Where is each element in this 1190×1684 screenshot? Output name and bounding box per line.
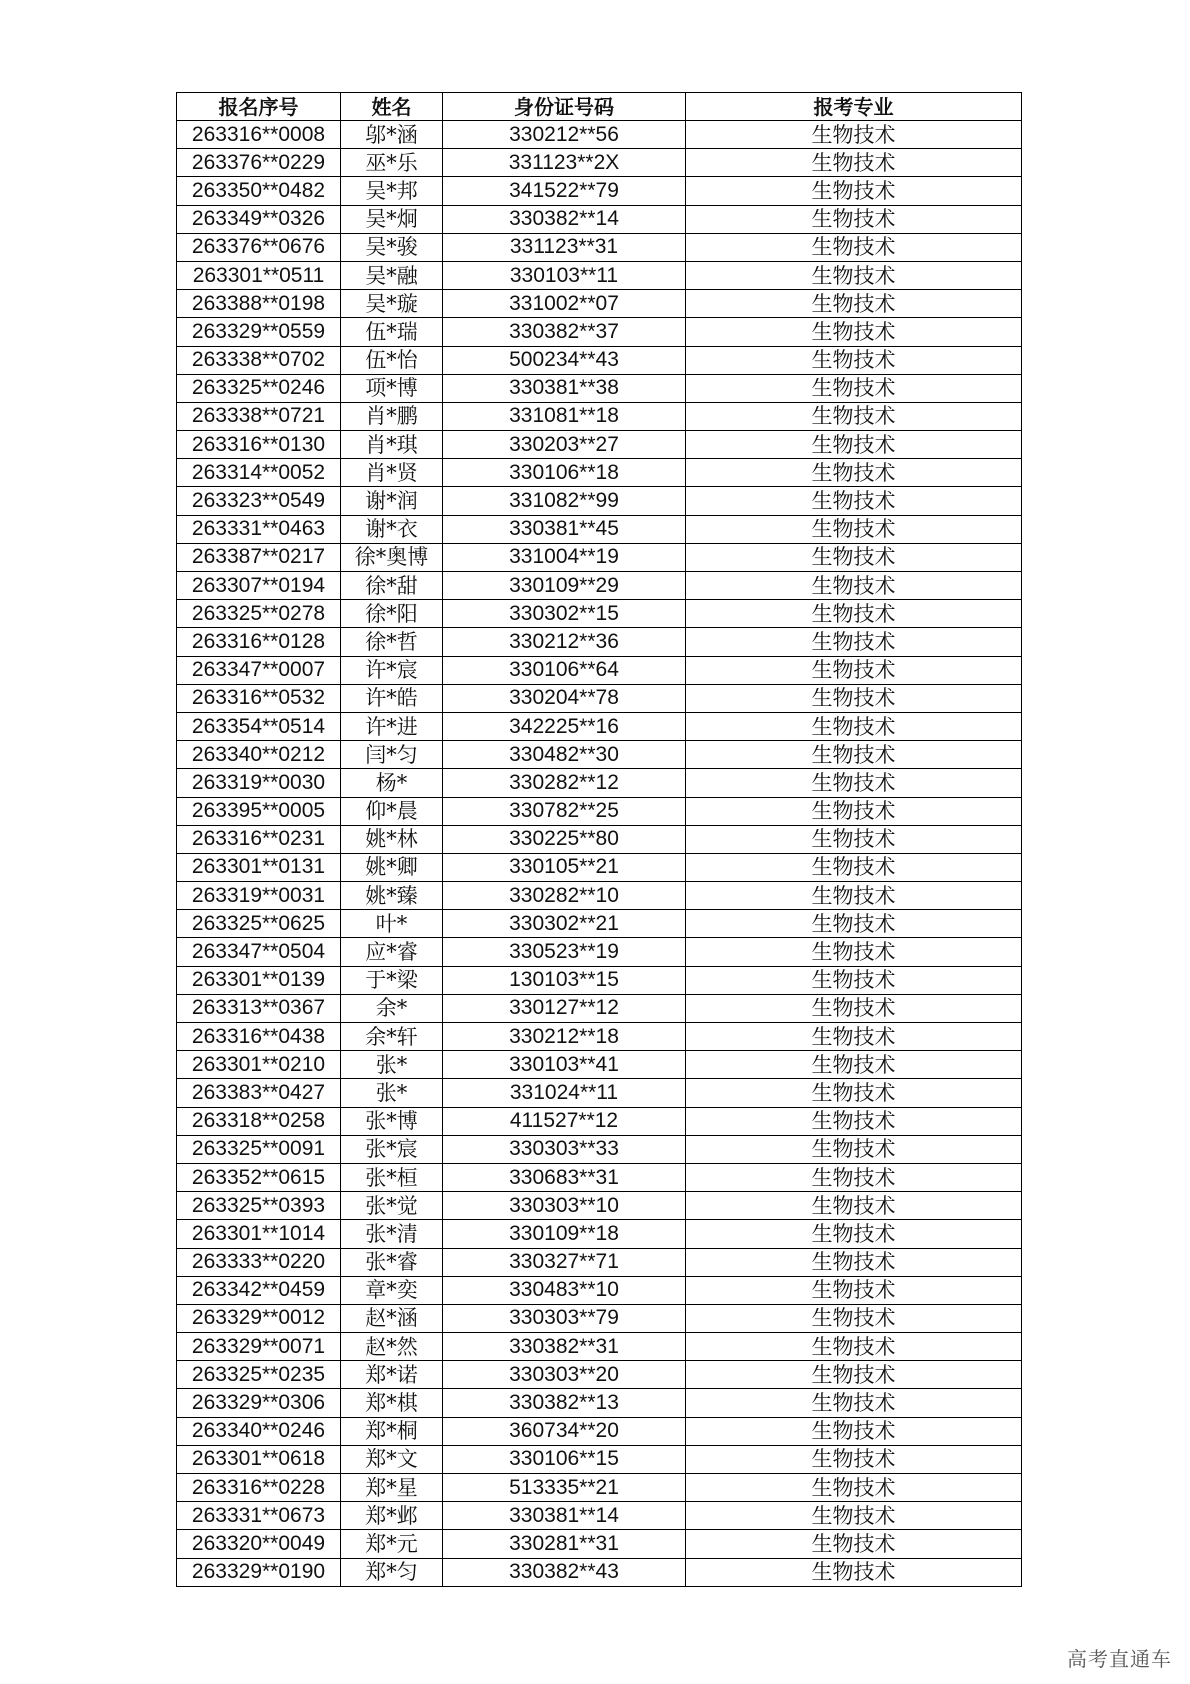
registration-number-cell: 263316**0130 xyxy=(177,431,341,459)
name-cell: 许*皓 xyxy=(341,684,443,712)
id-number-cell: 330303**10 xyxy=(443,1192,686,1220)
registration-number-cell: 263325**0278 xyxy=(177,600,341,628)
table-row xyxy=(177,1445,1022,1473)
id-number-cell: 330327**71 xyxy=(443,1248,686,1276)
table-row xyxy=(177,910,1022,938)
table-row xyxy=(177,205,1022,233)
major-cell: 生物技术 xyxy=(686,1417,1022,1445)
header-name: 姓名 xyxy=(341,93,443,121)
name-cell: 姚*臻 xyxy=(341,882,443,910)
registration-number-cell: 263331**0673 xyxy=(177,1502,341,1530)
major-cell: 生物技术 xyxy=(686,515,1022,543)
header-major: 报考专业 xyxy=(686,93,1022,121)
registration-number-cell: 263340**0212 xyxy=(177,741,341,769)
name-cell: 仰*晨 xyxy=(341,797,443,825)
name-cell: 郑*邺 xyxy=(341,1502,443,1530)
registration-number-cell: 263318**0258 xyxy=(177,1107,341,1135)
registration-number-cell: 263325**0625 xyxy=(177,910,341,938)
id-number-cell: 330302**15 xyxy=(443,600,686,628)
registration-number-cell: 263329**0071 xyxy=(177,1333,341,1361)
name-cell: 张*觉 xyxy=(341,1192,443,1220)
id-number-cell: 330106**18 xyxy=(443,459,686,487)
major-cell: 生物技术 xyxy=(686,966,1022,994)
id-number-cell: 500234**43 xyxy=(443,346,686,374)
table-row xyxy=(177,1248,1022,1276)
registration-number-cell: 263376**0676 xyxy=(177,233,341,261)
major-cell: 生物技术 xyxy=(686,149,1022,177)
id-number-cell: 331004**19 xyxy=(443,543,686,571)
name-cell: 谢*润 xyxy=(341,487,443,515)
major-cell: 生物技术 xyxy=(686,459,1022,487)
id-number-cell: 330203**27 xyxy=(443,431,686,459)
table-row xyxy=(177,572,1022,600)
table-row xyxy=(177,515,1022,543)
table-row xyxy=(177,261,1022,289)
registration-number-cell: 263347**0504 xyxy=(177,938,341,966)
table-row xyxy=(177,121,1022,149)
registration-number-cell: 263395**0005 xyxy=(177,797,341,825)
name-cell: 郑*星 xyxy=(341,1474,443,1502)
registration-number-cell: 263301**0618 xyxy=(177,1445,341,1473)
table-row xyxy=(177,1502,1022,1530)
name-cell: 肖*鹏 xyxy=(341,402,443,430)
major-cell: 生物技术 xyxy=(686,712,1022,740)
major-cell: 生物技术 xyxy=(686,1502,1022,1530)
id-number-cell: 330303**33 xyxy=(443,1135,686,1163)
name-cell: 余* xyxy=(341,994,443,1022)
name-cell: 闫*匀 xyxy=(341,741,443,769)
name-cell: 叶* xyxy=(341,910,443,938)
table-row xyxy=(177,1276,1022,1304)
table-row xyxy=(177,1220,1022,1248)
name-cell: 应*睿 xyxy=(341,938,443,966)
id-number-cell: 330303**79 xyxy=(443,1304,686,1332)
major-cell: 生物技术 xyxy=(686,572,1022,600)
name-cell: 肖*琪 xyxy=(341,431,443,459)
major-cell: 生物技术 xyxy=(686,1079,1022,1107)
id-number-cell: 360734**20 xyxy=(443,1417,686,1445)
name-cell: 吴*融 xyxy=(341,261,443,289)
id-number-cell: 330109**29 xyxy=(443,572,686,600)
id-number-cell: 330212**36 xyxy=(443,628,686,656)
name-cell: 杨* xyxy=(341,769,443,797)
id-number-cell: 330382**31 xyxy=(443,1333,686,1361)
id-number-cell: 330382**37 xyxy=(443,318,686,346)
major-cell: 生物技术 xyxy=(686,994,1022,1022)
id-number-cell: 330482**30 xyxy=(443,741,686,769)
registration-number-cell: 263316**0532 xyxy=(177,684,341,712)
registration-number-cell: 263352**0615 xyxy=(177,1163,341,1191)
id-number-cell: 330782**25 xyxy=(443,797,686,825)
table-row xyxy=(177,318,1022,346)
major-cell: 生物技术 xyxy=(686,1333,1022,1361)
name-cell: 吴*炯 xyxy=(341,205,443,233)
major-cell: 生物技术 xyxy=(686,1220,1022,1248)
major-cell: 生物技术 xyxy=(686,1248,1022,1276)
registration-number-cell: 263316**0438 xyxy=(177,1023,341,1051)
major-cell: 生物技术 xyxy=(686,1474,1022,1502)
major-cell: 生物技术 xyxy=(686,741,1022,769)
table-row xyxy=(177,1304,1022,1332)
table-row xyxy=(177,769,1022,797)
name-cell: 徐*阳 xyxy=(341,600,443,628)
table-row xyxy=(177,459,1022,487)
name-cell: 徐*哲 xyxy=(341,628,443,656)
registration-number-cell: 263331**0463 xyxy=(177,515,341,543)
table-row xyxy=(177,1079,1022,1107)
table-row xyxy=(177,543,1022,571)
id-number-cell: 330523**19 xyxy=(443,938,686,966)
major-cell: 生物技术 xyxy=(686,656,1022,684)
id-number-cell: 330302**21 xyxy=(443,910,686,938)
name-cell: 张*宸 xyxy=(341,1135,443,1163)
id-number-cell: 331123**2X xyxy=(443,149,686,177)
major-cell: 生物技术 xyxy=(686,318,1022,346)
table-row xyxy=(177,402,1022,430)
name-cell: 邬*涵 xyxy=(341,121,443,149)
table-row xyxy=(177,346,1022,374)
major-cell: 生物技术 xyxy=(686,121,1022,149)
id-number-cell: 330103**11 xyxy=(443,261,686,289)
registration-number-cell: 263316**0128 xyxy=(177,628,341,656)
registration-number-cell: 263338**0702 xyxy=(177,346,341,374)
major-cell: 生物技术 xyxy=(686,825,1022,853)
major-cell: 生物技术 xyxy=(686,628,1022,656)
registration-number-cell: 263319**0031 xyxy=(177,882,341,910)
id-number-cell: 330281**31 xyxy=(443,1530,686,1558)
name-cell: 巫*乐 xyxy=(341,149,443,177)
id-number-cell: 330225**80 xyxy=(443,825,686,853)
table-row xyxy=(177,600,1022,628)
id-number-cell: 330683**31 xyxy=(443,1163,686,1191)
major-cell: 生物技术 xyxy=(686,261,1022,289)
major-cell: 生物技术 xyxy=(686,910,1022,938)
registration-number-cell: 263388**0198 xyxy=(177,290,341,318)
registration-number-cell: 263329**0306 xyxy=(177,1389,341,1417)
header-registration-number: 报名序号 xyxy=(177,93,341,121)
registration-number-cell: 263383**0427 xyxy=(177,1079,341,1107)
registration-number-cell: 263349**0326 xyxy=(177,205,341,233)
major-cell: 生物技术 xyxy=(686,1163,1022,1191)
table-body xyxy=(177,121,1022,1587)
registration-number-cell: 263325**0246 xyxy=(177,374,341,402)
major-cell: 生物技术 xyxy=(686,205,1022,233)
table-row xyxy=(177,149,1022,177)
registration-number-cell: 263329**0012 xyxy=(177,1304,341,1332)
table-row xyxy=(177,712,1022,740)
admission-roster-table xyxy=(176,92,1022,1587)
registration-number-cell: 263329**0559 xyxy=(177,318,341,346)
table-row xyxy=(177,797,1022,825)
registration-number-cell: 263387**0217 xyxy=(177,543,341,571)
id-number-cell: 130103**15 xyxy=(443,966,686,994)
major-cell: 生物技术 xyxy=(686,290,1022,318)
table-row xyxy=(177,741,1022,769)
major-cell: 生物技术 xyxy=(686,1051,1022,1079)
registration-number-cell: 263354**0514 xyxy=(177,712,341,740)
table-row xyxy=(177,1361,1022,1389)
table-row xyxy=(177,1474,1022,1502)
major-cell: 生物技术 xyxy=(686,346,1022,374)
name-cell: 许*进 xyxy=(341,712,443,740)
id-number-cell: 330109**18 xyxy=(443,1220,686,1248)
major-cell: 生物技术 xyxy=(686,233,1022,261)
table-row xyxy=(177,431,1022,459)
table-row xyxy=(177,1417,1022,1445)
table-row xyxy=(177,1163,1022,1191)
watermark-text: 高考直通车 xyxy=(1067,1647,1172,1671)
table-header-row xyxy=(177,93,1022,121)
table-row xyxy=(177,656,1022,684)
major-cell: 生物技术 xyxy=(686,1361,1022,1389)
name-cell: 郑*诺 xyxy=(341,1361,443,1389)
name-cell: 姚*林 xyxy=(341,825,443,853)
registration-number-cell: 263325**0091 xyxy=(177,1135,341,1163)
id-number-cell: 341522**79 xyxy=(443,177,686,205)
registration-number-cell: 263350**0482 xyxy=(177,177,341,205)
name-cell: 郑*元 xyxy=(341,1530,443,1558)
major-cell: 生物技术 xyxy=(686,1530,1022,1558)
id-number-cell: 331002**07 xyxy=(443,290,686,318)
major-cell: 生物技术 xyxy=(686,1276,1022,1304)
name-cell: 肖*贤 xyxy=(341,459,443,487)
name-cell: 赵*涵 xyxy=(341,1304,443,1332)
major-cell: 生物技术 xyxy=(686,769,1022,797)
id-number-cell: 330106**64 xyxy=(443,656,686,684)
id-number-cell: 330381**45 xyxy=(443,515,686,543)
major-cell: 生物技术 xyxy=(686,684,1022,712)
id-number-cell: 330382**14 xyxy=(443,205,686,233)
id-number-cell: 330382**13 xyxy=(443,1389,686,1417)
id-number-cell: 330303**20 xyxy=(443,1361,686,1389)
id-number-cell: 330483**10 xyxy=(443,1276,686,1304)
major-cell: 生物技术 xyxy=(686,177,1022,205)
table-row xyxy=(177,1389,1022,1417)
registration-number-cell: 263307**0194 xyxy=(177,572,341,600)
registration-number-cell: 263316**0008 xyxy=(177,121,341,149)
table-row xyxy=(177,1023,1022,1051)
table-row xyxy=(177,684,1022,712)
registration-number-cell: 263314**0052 xyxy=(177,459,341,487)
id-number-cell: 330282**12 xyxy=(443,769,686,797)
name-cell: 张*睿 xyxy=(341,1248,443,1276)
id-number-cell: 330103**41 xyxy=(443,1051,686,1079)
name-cell: 伍*瑞 xyxy=(341,318,443,346)
name-cell: 吴*骏 xyxy=(341,233,443,261)
major-cell: 生物技术 xyxy=(686,431,1022,459)
name-cell: 郑*桐 xyxy=(341,1417,443,1445)
major-cell: 生物技术 xyxy=(686,1389,1022,1417)
name-cell: 郑*匀 xyxy=(341,1558,443,1586)
name-cell: 张*博 xyxy=(341,1107,443,1135)
registration-number-cell: 263301**0511 xyxy=(177,261,341,289)
id-number-cell: 330127**12 xyxy=(443,994,686,1022)
major-cell: 生物技术 xyxy=(686,1135,1022,1163)
name-cell: 郑*文 xyxy=(341,1445,443,1473)
major-cell: 生物技术 xyxy=(686,1192,1022,1220)
id-number-cell: 331024**11 xyxy=(443,1079,686,1107)
name-cell: 张*桓 xyxy=(341,1163,443,1191)
table-row xyxy=(177,374,1022,402)
name-cell: 张* xyxy=(341,1079,443,1107)
major-cell: 生物技术 xyxy=(686,374,1022,402)
major-cell: 生物技术 xyxy=(686,1107,1022,1135)
major-cell: 生物技术 xyxy=(686,1304,1022,1332)
name-cell: 徐*甜 xyxy=(341,572,443,600)
major-cell: 生物技术 xyxy=(686,1558,1022,1586)
table-row xyxy=(177,1107,1022,1135)
name-cell: 章*奕 xyxy=(341,1276,443,1304)
table-row xyxy=(177,233,1022,261)
registration-number-cell: 263338**0721 xyxy=(177,402,341,430)
registration-number-cell: 263325**0235 xyxy=(177,1361,341,1389)
id-number-cell: 330105**21 xyxy=(443,853,686,881)
major-cell: 生物技术 xyxy=(686,1445,1022,1473)
name-cell: 伍*怡 xyxy=(341,346,443,374)
name-cell: 张* xyxy=(341,1051,443,1079)
name-cell: 徐*奥博 xyxy=(341,543,443,571)
major-cell: 生物技术 xyxy=(686,487,1022,515)
major-cell: 生物技术 xyxy=(686,402,1022,430)
name-cell: 吴*璇 xyxy=(341,290,443,318)
major-cell: 生物技术 xyxy=(686,1023,1022,1051)
table-row xyxy=(177,1135,1022,1163)
major-cell: 生物技术 xyxy=(686,543,1022,571)
id-number-cell: 330381**38 xyxy=(443,374,686,402)
id-number-cell: 330212**18 xyxy=(443,1023,686,1051)
id-number-cell: 331081**18 xyxy=(443,402,686,430)
table-row xyxy=(177,1192,1022,1220)
table-row xyxy=(177,825,1022,853)
registration-number-cell: 263301**0131 xyxy=(177,853,341,881)
registration-number-cell: 263313**0367 xyxy=(177,994,341,1022)
id-number-cell: 330381**14 xyxy=(443,1502,686,1530)
registration-number-cell: 263301**1014 xyxy=(177,1220,341,1248)
registration-number-cell: 263323**0549 xyxy=(177,487,341,515)
table-row xyxy=(177,1558,1022,1586)
id-number-cell: 513335**21 xyxy=(443,1474,686,1502)
name-cell: 张*清 xyxy=(341,1220,443,1248)
table-row xyxy=(177,882,1022,910)
name-cell: 姚*卿 xyxy=(341,853,443,881)
major-cell: 生物技术 xyxy=(686,938,1022,966)
registration-number-cell: 263340**0246 xyxy=(177,1417,341,1445)
registration-number-cell: 263316**0231 xyxy=(177,825,341,853)
header-id-number: 身份证号码 xyxy=(443,93,686,121)
name-cell: 赵*然 xyxy=(341,1333,443,1361)
id-number-cell: 331082**99 xyxy=(443,487,686,515)
name-cell: 谢*衣 xyxy=(341,515,443,543)
table-row xyxy=(177,487,1022,515)
registration-number-cell: 263325**0393 xyxy=(177,1192,341,1220)
table-row xyxy=(177,1333,1022,1361)
id-number-cell: 330282**10 xyxy=(443,882,686,910)
name-cell: 吴*邦 xyxy=(341,177,443,205)
table-row xyxy=(177,938,1022,966)
name-cell: 项*博 xyxy=(341,374,443,402)
registration-number-cell: 263301**0210 xyxy=(177,1051,341,1079)
id-number-cell: 330382**43 xyxy=(443,1558,686,1586)
name-cell: 余*轩 xyxy=(341,1023,443,1051)
name-cell: 郑*棋 xyxy=(341,1389,443,1417)
table-row xyxy=(177,966,1022,994)
table-row xyxy=(177,290,1022,318)
id-number-cell: 330106**15 xyxy=(443,1445,686,1473)
major-cell: 生物技术 xyxy=(686,797,1022,825)
registration-number-cell: 263342**0459 xyxy=(177,1276,341,1304)
name-cell: 许*宸 xyxy=(341,656,443,684)
major-cell: 生物技术 xyxy=(686,853,1022,881)
id-number-cell: 330212**56 xyxy=(443,121,686,149)
registration-number-cell: 263316**0228 xyxy=(177,1474,341,1502)
table-row xyxy=(177,177,1022,205)
id-number-cell: 330204**78 xyxy=(443,684,686,712)
registration-number-cell: 263333**0220 xyxy=(177,1248,341,1276)
registration-number-cell: 263319**0030 xyxy=(177,769,341,797)
table-row xyxy=(177,994,1022,1022)
name-cell: 于*梁 xyxy=(341,966,443,994)
registration-number-cell: 263320**0049 xyxy=(177,1530,341,1558)
table-row xyxy=(177,853,1022,881)
registration-number-cell: 263329**0190 xyxy=(177,1558,341,1586)
major-cell: 生物技术 xyxy=(686,882,1022,910)
id-number-cell: 331123**31 xyxy=(443,233,686,261)
registration-number-cell: 263376**0229 xyxy=(177,149,341,177)
id-number-cell: 342225**16 xyxy=(443,712,686,740)
registration-number-cell: 263301**0139 xyxy=(177,966,341,994)
table-row xyxy=(177,628,1022,656)
id-number-cell: 411527**12 xyxy=(443,1107,686,1135)
table-row xyxy=(177,1530,1022,1558)
registration-number-cell: 263347**0007 xyxy=(177,656,341,684)
table-row xyxy=(177,1051,1022,1079)
major-cell: 生物技术 xyxy=(686,600,1022,628)
